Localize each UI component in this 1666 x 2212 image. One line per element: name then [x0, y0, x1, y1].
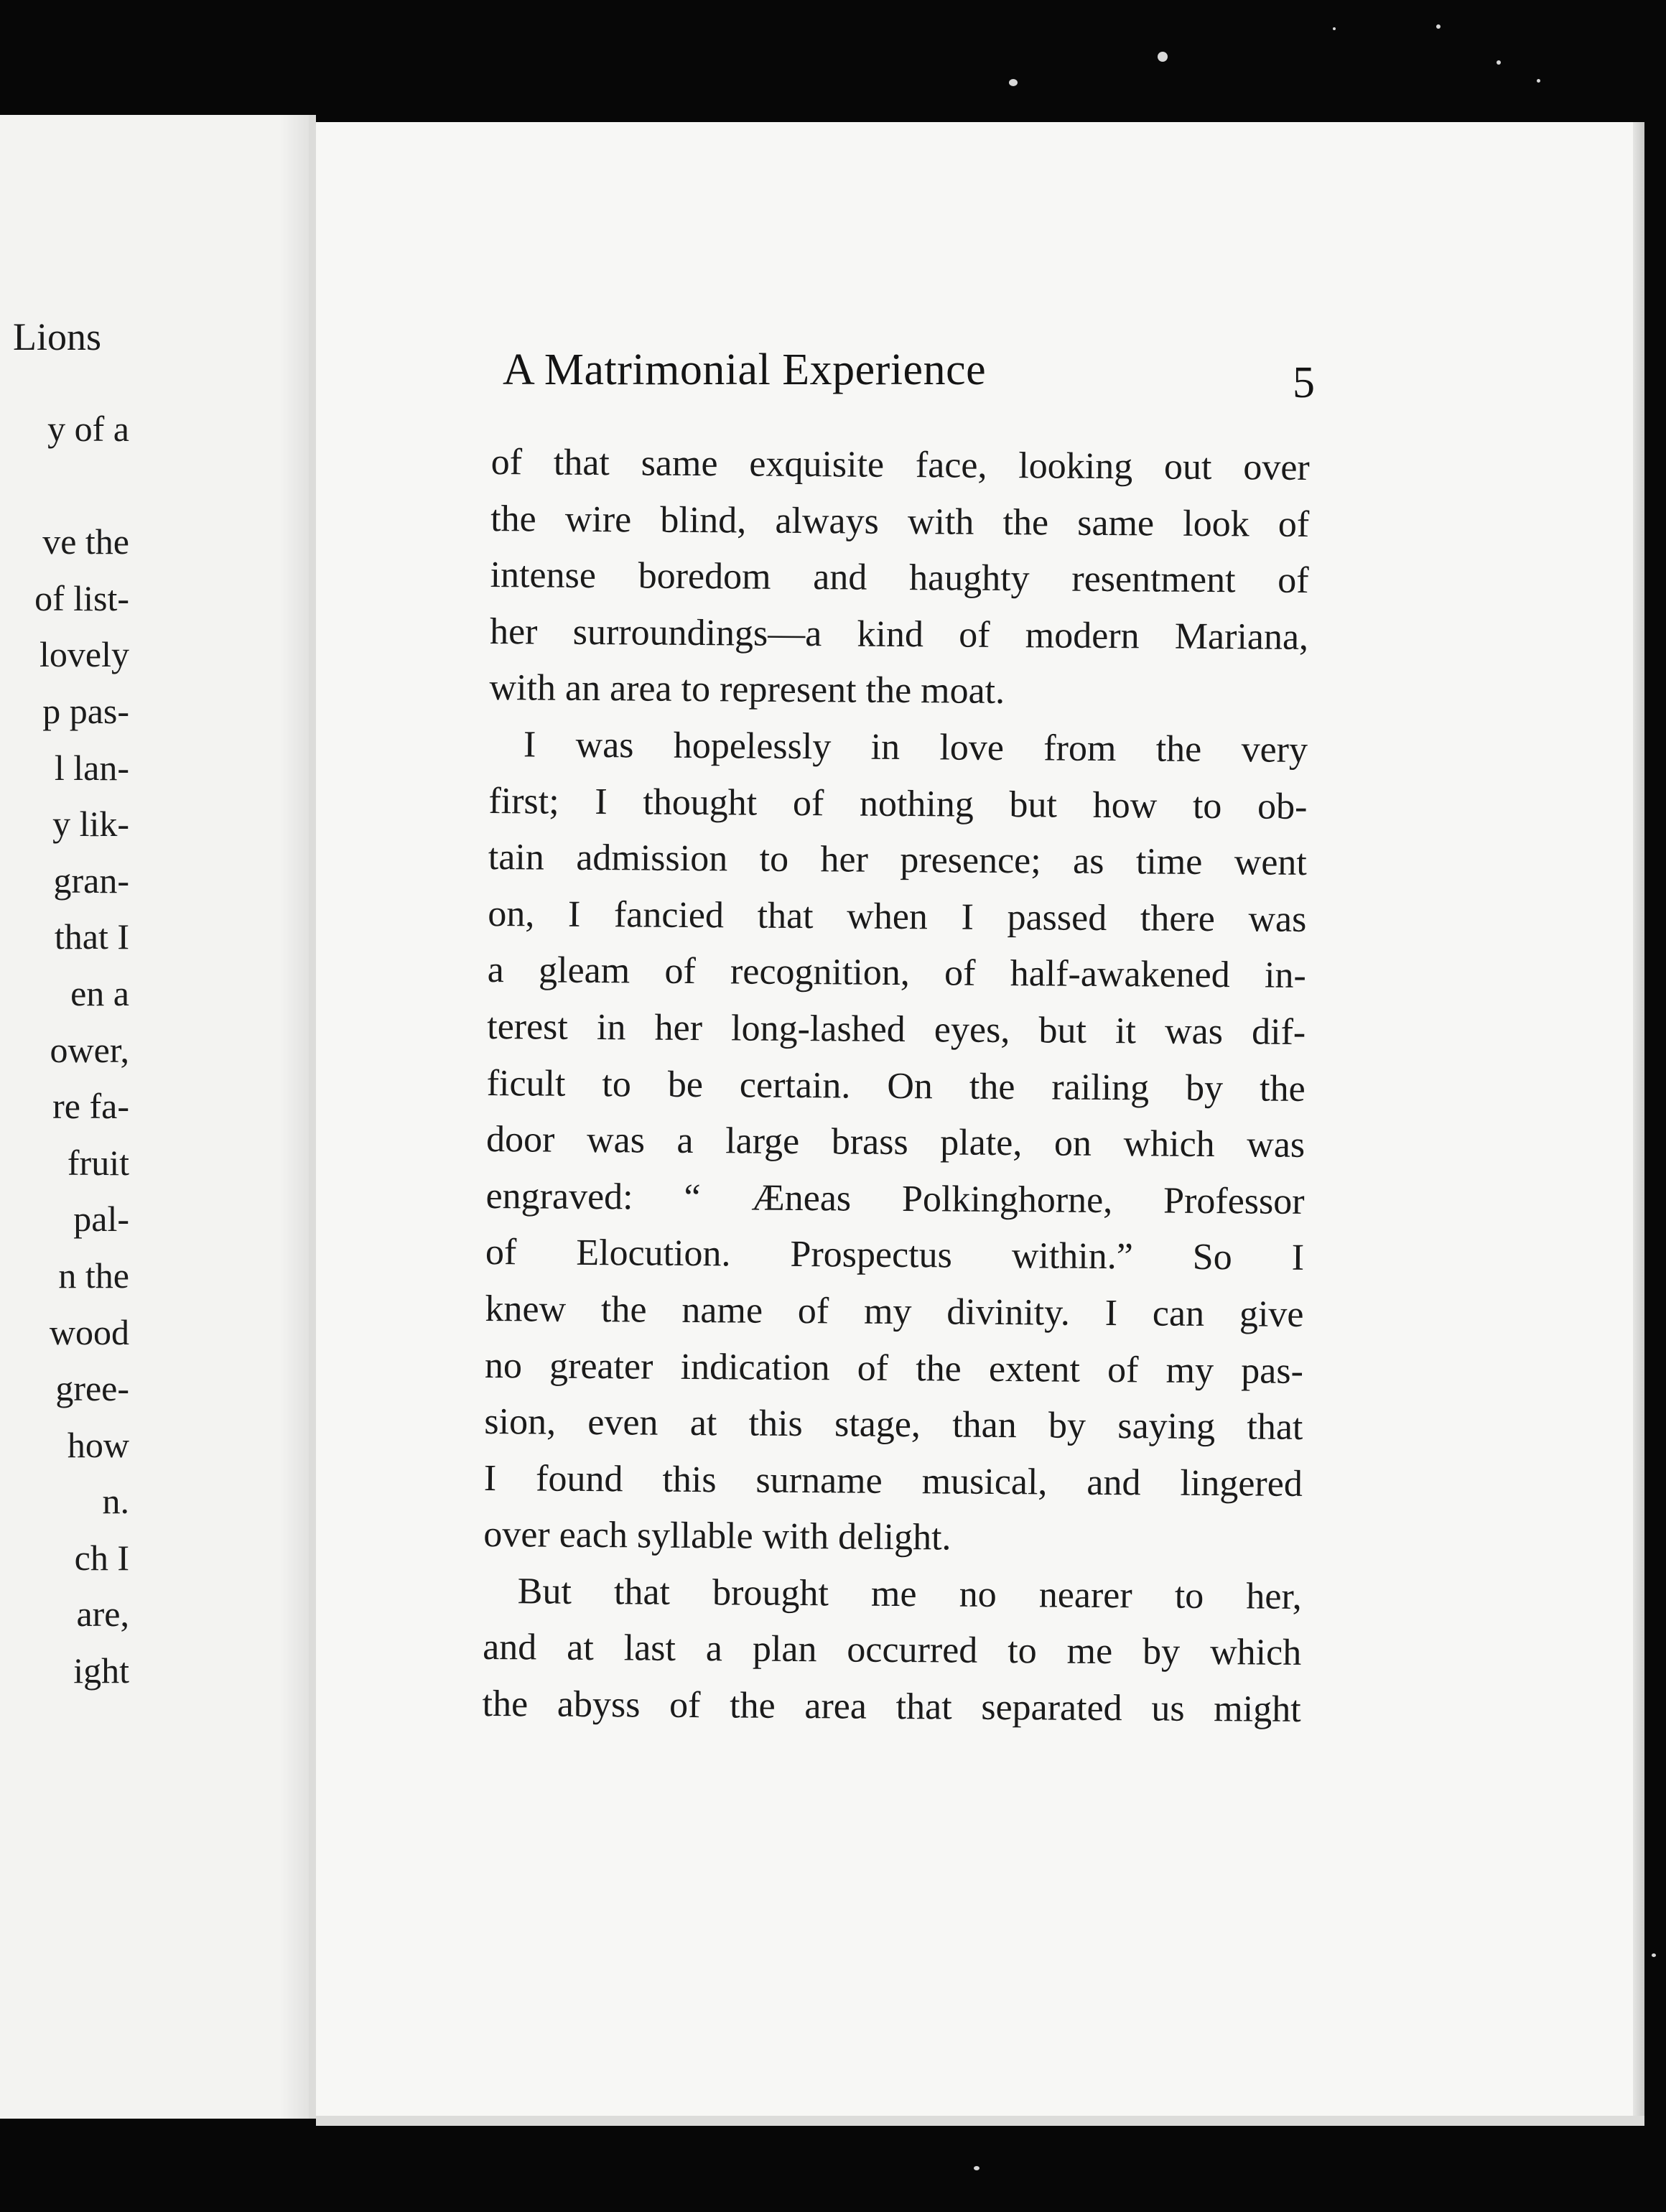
- left-text-line: are,: [76, 1594, 129, 1635]
- left-page: [0, 115, 316, 2119]
- page-edge: [1633, 122, 1644, 2126]
- dust-speck: [1652, 1953, 1656, 1957]
- text-line: on, I fancied that when I passed there was: [488, 893, 1307, 940]
- left-text-line: y lik-: [52, 804, 129, 845]
- left-text-line: n.: [102, 1481, 129, 1522]
- gutter-shadow: [280, 115, 309, 2119]
- text-line: I was hopelessly in love from the very: [523, 724, 1308, 771]
- dust-speck: [1436, 24, 1441, 29]
- left-page-text: [0, 401, 129, 1699]
- left-text-line: ight: [73, 1650, 129, 1691]
- text-line: engraved: “ Æneas Polkinghorne, Professor: [485, 1175, 1305, 1222]
- left-text-line: ower,: [50, 1029, 129, 1070]
- left-text-line: n the: [58, 1255, 129, 1296]
- text-line: a gleam of recognition, of half-awakened in-: [487, 949, 1306, 997]
- left-text-line: p pas-: [42, 690, 129, 731]
- left-text-line: lovely: [39, 634, 129, 675]
- dust-speck: [1497, 60, 1501, 65]
- page-bottom-edge: [316, 2116, 1644, 2126]
- text-line: first; I thought of nothing but how to ob-: [488, 780, 1308, 827]
- page-number: 5: [1293, 358, 1315, 407]
- text-line: her surroundings—a kind of modern Mariana,: [489, 610, 1309, 658]
- text-line: of that same exquisite face, looking out over: [490, 441, 1310, 488]
- left-text-line: of list-: [34, 577, 129, 618]
- body-text: [482, 434, 1310, 1739]
- text-line: and at last a plan occurred to me by which: [483, 1627, 1302, 1674]
- text-line: with an area to represent the moat.: [489, 667, 1005, 712]
- text-line: I found this surname musical, and lingered: [483, 1457, 1303, 1505]
- text-line: of Elocution. Prospectus within.” So I: [485, 1232, 1305, 1279]
- text-line: But that brought me no nearer to her,: [517, 1571, 1302, 1617]
- left-text-line: ve the: [42, 521, 129, 562]
- left-text-line: l lan-: [54, 747, 129, 788]
- left-text-line: en a: [70, 972, 129, 1013]
- left-text-line: wood: [49, 1311, 129, 1352]
- left-running-head: Lions: [13, 315, 102, 358]
- text-line: sion, even at this stage, than by saying that: [484, 1401, 1303, 1449]
- left-text-line: ch I: [74, 1537, 129, 1578]
- left-text-line: that I: [54, 916, 129, 957]
- dust-speck: [1009, 79, 1018, 86]
- text-line: knew the name of my divinity. I can give: [485, 1288, 1304, 1335]
- text-line: ficult to be certain. On the railing by the: [486, 1062, 1306, 1110]
- text-line: the wire blind, always with the same look of: [490, 498, 1310, 545]
- dust-speck: [1333, 27, 1336, 30]
- text-line: tain admission to her presence; as time went: [488, 837, 1308, 884]
- left-text-line: fruit: [67, 1142, 129, 1183]
- text-line: the abyss of the area that separated us might: [482, 1683, 1301, 1730]
- dust-speck: [1158, 52, 1168, 62]
- text-line: intense boredom and haughty resentment of: [490, 554, 1309, 602]
- left-text-line: gree-: [55, 1368, 129, 1409]
- dust-speck: [1537, 79, 1540, 83]
- dust-speck: [974, 2166, 979, 2170]
- left-text-line: how: [67, 1424, 129, 1465]
- left-text-line: pal-: [73, 1199, 129, 1240]
- left-text-line: gran-: [53, 860, 129, 901]
- left-text-line: y of a: [47, 409, 129, 449]
- text-line: terest in her long-lashed eyes, but it was dif-: [487, 1005, 1306, 1053]
- text-line: over each syllable with delight.: [483, 1514, 951, 1558]
- left-text-line: re fa-: [52, 1086, 129, 1127]
- text-line: no greater indication of the extent of my pas-: [484, 1344, 1304, 1392]
- running-head: A Matrimonial Experience: [503, 345, 987, 394]
- text-line: door was a large brass plate, on which was: [485, 1119, 1306, 1166]
- left-text-line: [0, 457, 129, 514]
